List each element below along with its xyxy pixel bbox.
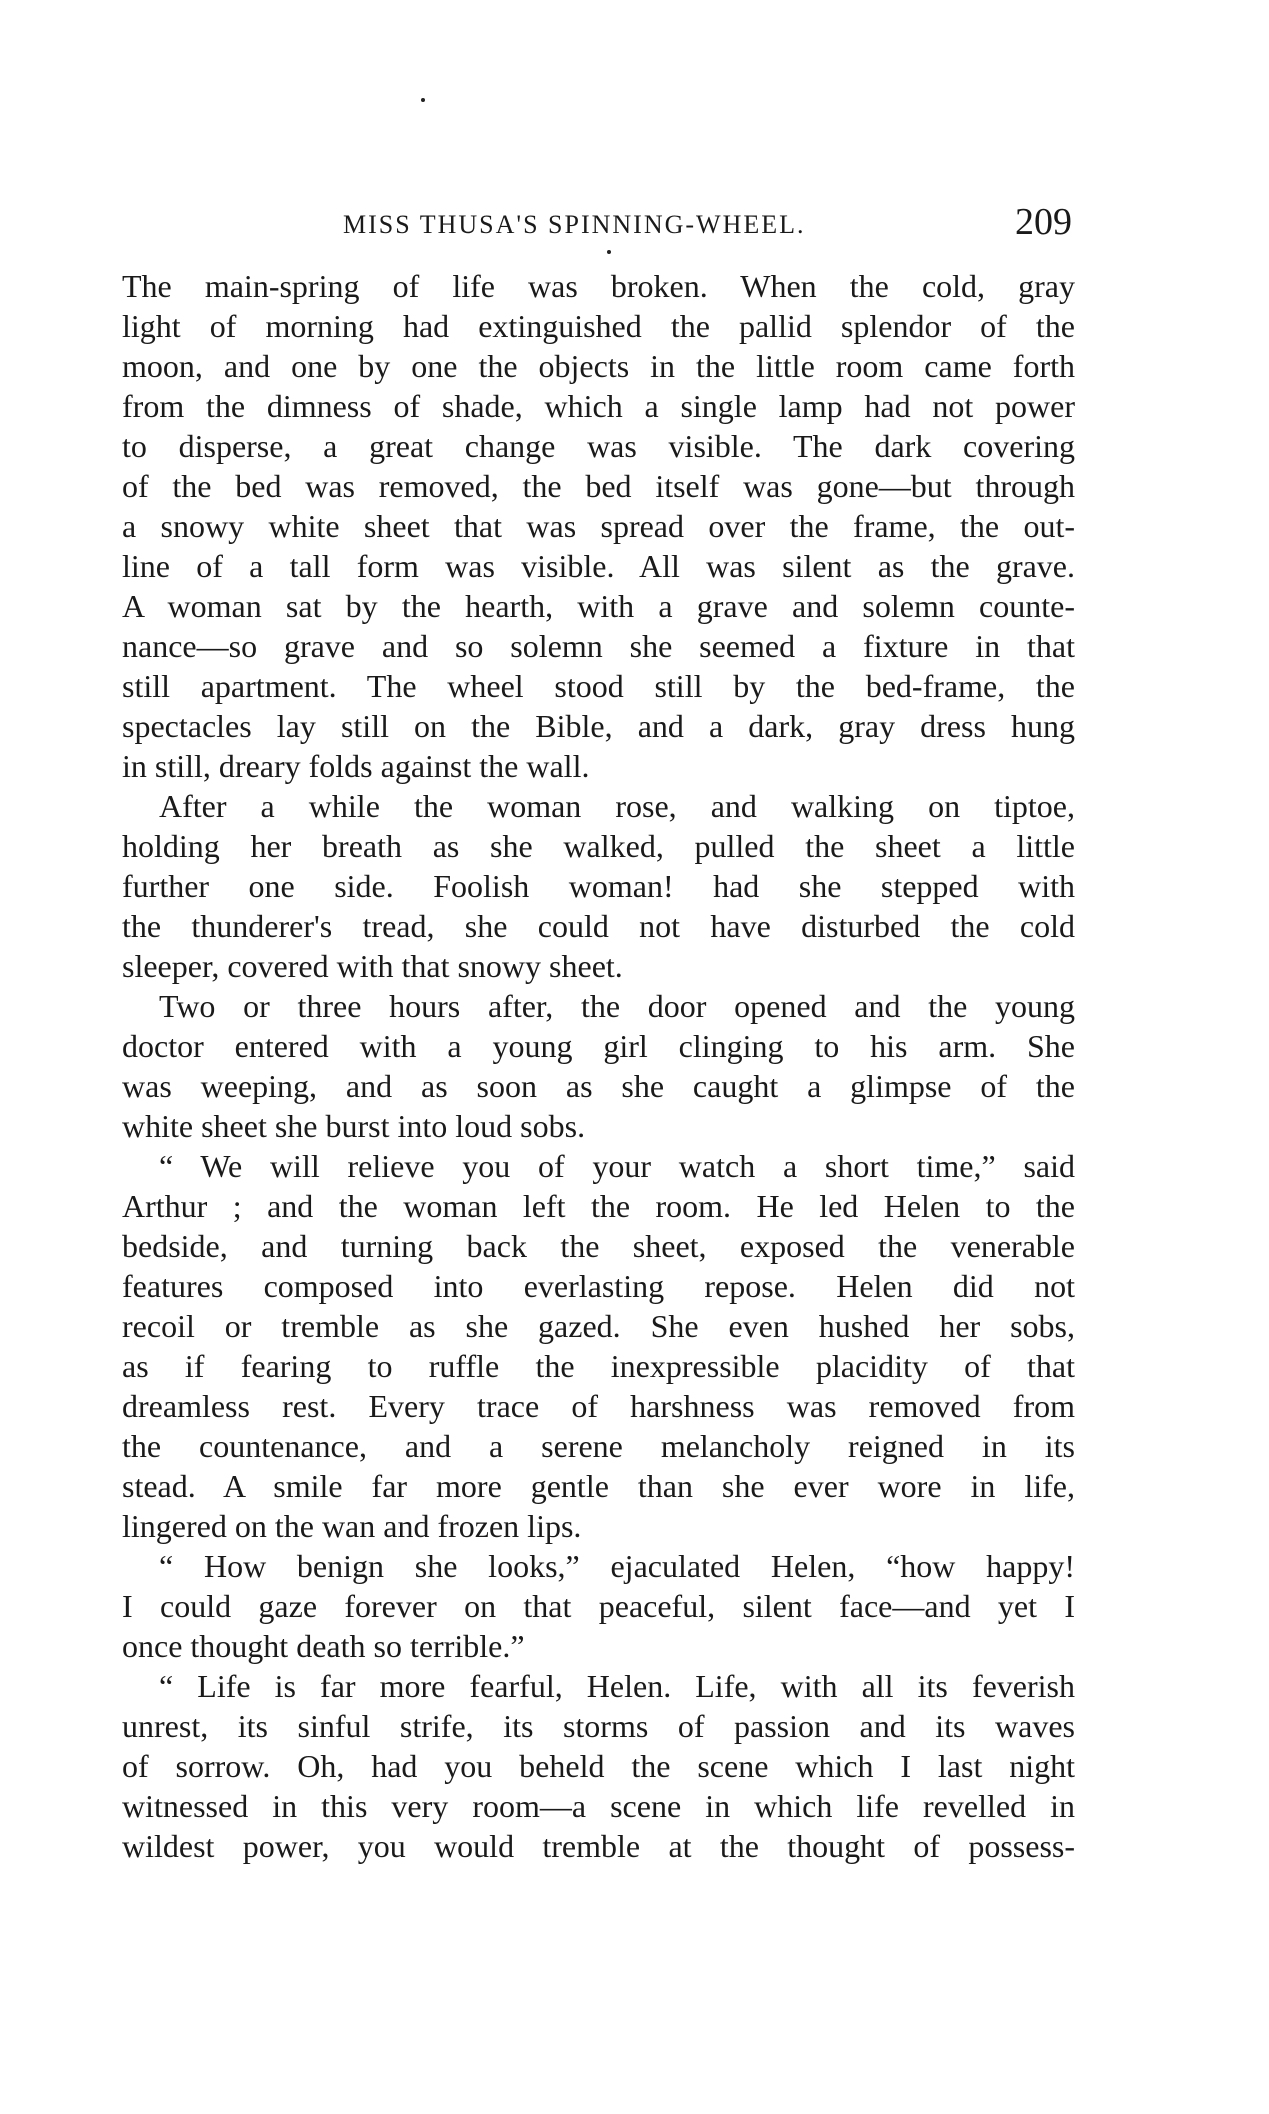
text-line: After a while the woman rose, and walking on tiptoe, — [159, 788, 1075, 824]
print-speck — [607, 250, 611, 254]
text-line: sleeper, covered with that snowy sheet. — [122, 948, 623, 984]
running-head: MISS THUSA'S SPINNING-WHEEL. — [343, 210, 806, 239]
text-line: from the dimness of shade, which a single lamp had not power — [122, 388, 1075, 424]
text-line: doctor entered with a young girl clinging to his arm. She — [122, 1028, 1075, 1064]
text-line: of the bed was removed, the bed itself was gone—but through — [122, 468, 1075, 504]
text-line: nance—so grave and so solemn she seemed a fixture in that — [122, 628, 1075, 664]
text-line: recoil or tremble as she gazed. She even hushed her sobs, — [122, 1308, 1075, 1344]
text-line: line of a tall form was visible. All was silent as the grave. — [122, 548, 1075, 584]
text-line: the thunderer's tread, she could not have disturbed the cold — [122, 908, 1075, 944]
text-line: lingered on the wan and frozen lips. — [122, 1508, 582, 1544]
text-line: was weeping, and as soon as she caught a glimpse of the — [122, 1068, 1075, 1104]
text-line: “ How benign she looks,” ejaculated Helen, “how happy! — [159, 1548, 1075, 1584]
text-line: to disperse, a great change was visible. The dark covering — [122, 428, 1075, 464]
text-line: Arthur ; and the woman left the room. He led Helen to the — [122, 1188, 1075, 1224]
text-line: features composed into everlasting repose. Helen did not — [122, 1268, 1075, 1304]
text-line: stead. A smile far more gentle than she ever wore in life, — [122, 1468, 1075, 1504]
text-line: spectacles lay still on the Bible, and a dark, gray dress hung — [122, 708, 1075, 744]
text-line: still apartment. The wheel stood still by the bed-frame, the — [122, 668, 1075, 704]
text-line: witnessed in this very room—a scene in which life revelled in — [122, 1788, 1075, 1824]
text-line: wildest power, you would tremble at the thought of possess- — [122, 1828, 1075, 1864]
text-line: a snowy white sheet that was spread over the frame, the out- — [122, 508, 1075, 544]
text-line: unrest, its sinful strife, its storms of passion and its waves — [122, 1708, 1075, 1744]
text-line: Two or three hours after, the door opened and the young — [159, 988, 1075, 1024]
text-line: dreamless rest. Every trace of harshness was removed from — [122, 1388, 1075, 1424]
text-line: once thought death so terrible.” — [122, 1628, 525, 1664]
text-line: in still, dreary folds against the wall. — [122, 748, 590, 784]
text-line: A woman sat by the hearth, with a grave and solemn counte- — [122, 588, 1075, 624]
text-line: light of morning had extinguished the pallid splendor of the — [122, 308, 1075, 344]
text-line: of sorrow. Oh, had you beheld the scene which I last night — [122, 1748, 1075, 1784]
text-line: white sheet she burst into loud sobs. — [122, 1108, 586, 1144]
text-line: “ We will relieve you of your watch a short time,” said — [159, 1148, 1075, 1184]
print-speck — [421, 98, 425, 102]
text-line: holding her breath as she walked, pulled the sheet a little — [122, 828, 1075, 864]
text-line: The main-spring of life was broken. When the cold, gray — [122, 268, 1075, 304]
page-number: 209 — [1015, 201, 1072, 243]
text-line: moon, and one by one the objects in the little room came forth — [122, 348, 1075, 384]
text-line: “ Life is far more fearful, Helen. Life, with all its feverish — [159, 1668, 1075, 1704]
body-text — [122, 266, 1075, 1866]
text-line: the countenance, and a serene melancholy reigned in its — [122, 1428, 1075, 1464]
text-line: I could gaze forever on that peaceful, silent face—and yet I — [122, 1588, 1075, 1624]
text-line: further one side. Foolish woman! had she stepped with — [122, 868, 1075, 904]
text-line: bedside, and turning back the sheet, exposed the venerable — [122, 1228, 1075, 1264]
text-line: as if fearing to ruffle the inexpressible placidity of that — [122, 1348, 1075, 1384]
